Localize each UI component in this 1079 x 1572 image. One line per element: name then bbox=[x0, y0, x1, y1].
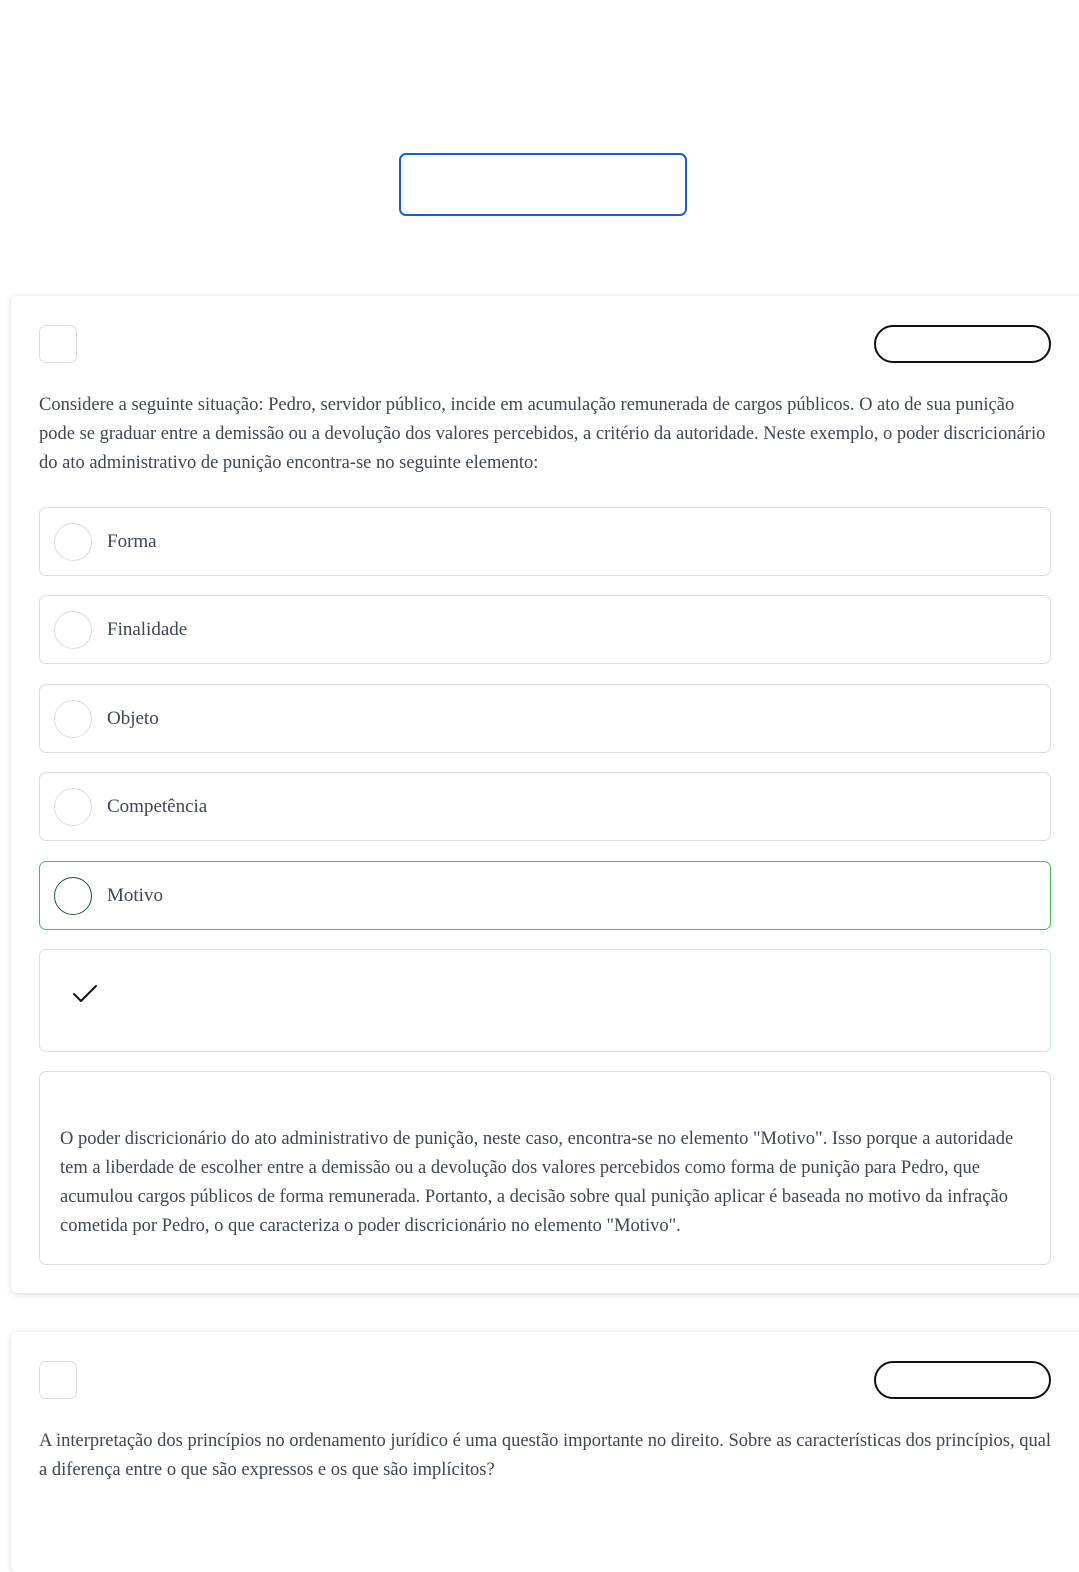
option-competencia[interactable] bbox=[39, 772, 1051, 841]
question-card-1 bbox=[11, 296, 1079, 1293]
option-label: Finalidade bbox=[107, 619, 188, 640]
answer-explanation bbox=[39, 1071, 1051, 1265]
option-label: Objeto bbox=[107, 708, 159, 729]
radio-button[interactable] bbox=[54, 611, 92, 649]
check-icon bbox=[72, 983, 98, 1005]
explanation-text: O poder discricionário do ato administrativo de punição, neste caso, encontra-se no elemento "Motivo". Isso porque a autoridade tem a liberdade de escolher entre a demissão ou a devolução dos valores percebidos como forma de punição para Pedro, que acumulou cargos públicos de forma remunerada. Portanto, a decisão sobre qual punição aplicar é baseada no motivo da infração cometida por Pedro, o que caracteriza o poder discricionário no elemento "Motivo". bbox=[60, 1129, 1014, 1236]
question-checkbox[interactable] bbox=[39, 325, 77, 363]
question-status-pill[interactable] bbox=[874, 325, 1051, 363]
top-action-button[interactable] bbox=[399, 153, 687, 216]
option-label: Motivo bbox=[107, 885, 163, 906]
radio-button-selected[interactable] bbox=[54, 877, 92, 915]
question-checkbox[interactable] bbox=[39, 1361, 77, 1399]
radio-button[interactable] bbox=[54, 700, 92, 738]
question-text: A interpretação dos princípios no ordenamento jurídico é uma questão importante no direito. Sobre as características dos princípios, qual a diferença entre o que são expressos e os que são implícitos? bbox=[39, 1431, 1052, 1480]
option-forma[interactable] bbox=[39, 507, 1051, 576]
option-motivo[interactable] bbox=[39, 861, 1051, 930]
radio-button[interactable] bbox=[54, 788, 92, 826]
option-label: Competência bbox=[107, 796, 208, 817]
radio-button[interactable] bbox=[54, 523, 92, 561]
option-finalidade[interactable] bbox=[39, 595, 1051, 664]
option-objeto[interactable] bbox=[39, 684, 1051, 753]
option-label: Forma bbox=[107, 531, 157, 552]
question-text: Considere a seguinte situação: Pedro, servidor público, incide em acumulação remunerada de cargos públicos. O ato de sua punição pode se graduar entre a demissão ou a devolução dos valores percebidos, a critério da autoridade. Neste exemplo, o poder discricionário do ato administrativo de punição encontra-se no seguinte elemento: bbox=[39, 395, 1046, 473]
question-card-2 bbox=[11, 1332, 1079, 1572]
answer-feedback bbox=[39, 949, 1051, 1052]
question-status-pill[interactable] bbox=[874, 1361, 1051, 1399]
